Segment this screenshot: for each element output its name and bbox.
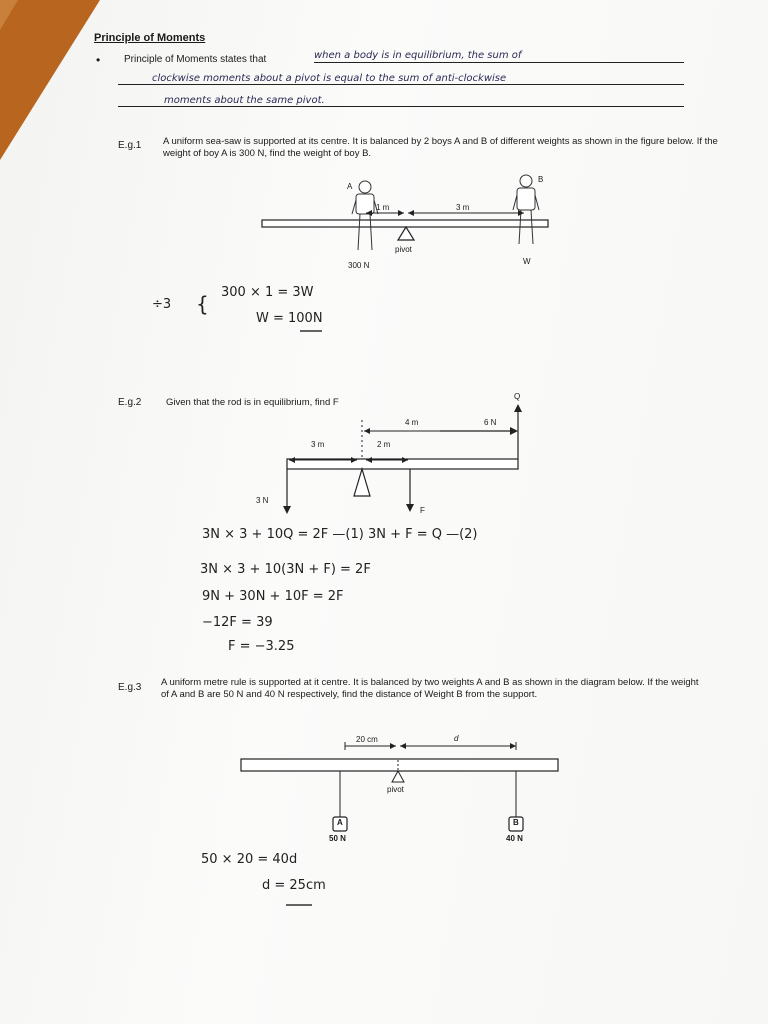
eg2-force-6n: 6 N <box>484 418 497 427</box>
eg1-pivot-label: pivot <box>395 245 412 254</box>
eg3-label: E.g.3 <box>118 682 142 693</box>
eg3-weight-b-label: 40 N <box>506 834 523 843</box>
eg1-boy-a-label: A <box>347 182 353 191</box>
eg1-seesaw-diagram <box>262 175 548 250</box>
eg2-question: Given that the rod is in equilibrium, find F <box>166 397 339 408</box>
eg2-work-line-2: 3N × 3 + 10(3N + F) = 2F <box>200 562 371 577</box>
eg2-work-line-4: −12F = 39 <box>202 615 273 630</box>
principle-answer-line-3: moments about the same pivot. <box>118 95 684 107</box>
eg1-label: E.g.1 <box>118 140 142 151</box>
eg2-work-line-1: 3N × 3 + 10Q = 2F —(1) 3N + F = Q —(2) <box>202 527 478 542</box>
eg3-box-b-label: B <box>513 818 519 827</box>
eg3-question: A uniform metre rule is supported at it centre. It is balanced by two weights A and B as shown in the diagram below. If the weight of A and B are 50 N and 40 N respectively, find the distance of Weight B from the support. <box>161 677 699 700</box>
eg2-work-line-5: F = −3.25 <box>228 639 295 654</box>
eg1-weight-a-label: 300 N <box>348 261 370 270</box>
principle-lead-text: Principle of Moments states that <box>124 54 267 65</box>
eg2-dist-4m: 4 m <box>405 418 419 427</box>
eg3-dist-d: d <box>454 734 459 743</box>
eg1-dist-1m: 1 m <box>376 203 390 212</box>
eg3-work-line-1: 50 × 20 = 40d <box>201 852 298 867</box>
eg1-pivot-triangle <box>398 227 414 240</box>
boy-b-figure <box>513 175 539 244</box>
eg1-brace: { <box>196 292 209 316</box>
bullet-point: • <box>96 53 101 67</box>
boy-a-figure <box>352 181 378 250</box>
eg3-metre-rule <box>241 759 558 771</box>
eg2-label: E.g.2 <box>118 397 142 408</box>
eg1-boy-b-label: B <box>538 175 544 184</box>
eg3-weight-a-label: 50 N <box>329 834 346 843</box>
eg2-pivot-triangle <box>354 469 370 496</box>
eg1-dist-3m: 3 m <box>456 203 470 212</box>
eg3-pivot-triangle <box>392 771 404 782</box>
principle-answer-line-2: clockwise moments about a pivot is equal to the sum of anti-clockwise <box>118 73 684 85</box>
eg1-question: A uniform sea-saw is supported at its centre. It is balanced by 2 boys A and B of different weights as shown in the figure below. If the weight of boy A is 300 N, find the weight of boy B. <box>163 136 718 159</box>
eg3-work-line-2: d = 25cm <box>262 878 326 893</box>
eg2-dist-3m: 3 m <box>311 440 325 449</box>
eg1-divide-note: ÷3 <box>152 297 172 312</box>
eg1-work-line-1: 300 × 1 = 3W <box>221 285 314 300</box>
eg3-box-a-label: A <box>337 818 343 827</box>
eg2-dist-2m: 2 m <box>377 440 391 449</box>
eg1-weight-b-label: W <box>523 257 531 266</box>
principle-answer-line-1: when a body is in equilibrium, the sum of <box>314 50 684 63</box>
eg2-q-label: Q <box>514 392 521 401</box>
eg2-force-f: F <box>420 506 425 515</box>
eg2-work-line-3: 9N + 30N + 10F = 2F <box>202 589 344 604</box>
eg3-pivot-label: pivot <box>387 785 404 794</box>
page-title: Principle of Moments <box>94 32 206 44</box>
eg1-seesaw-plank <box>262 220 548 227</box>
eg3-dist-20cm: 20 cm <box>356 735 378 744</box>
eg2-force-3n: 3 N <box>256 496 269 505</box>
eg1-work-line-2: W = 100N <box>256 311 323 326</box>
